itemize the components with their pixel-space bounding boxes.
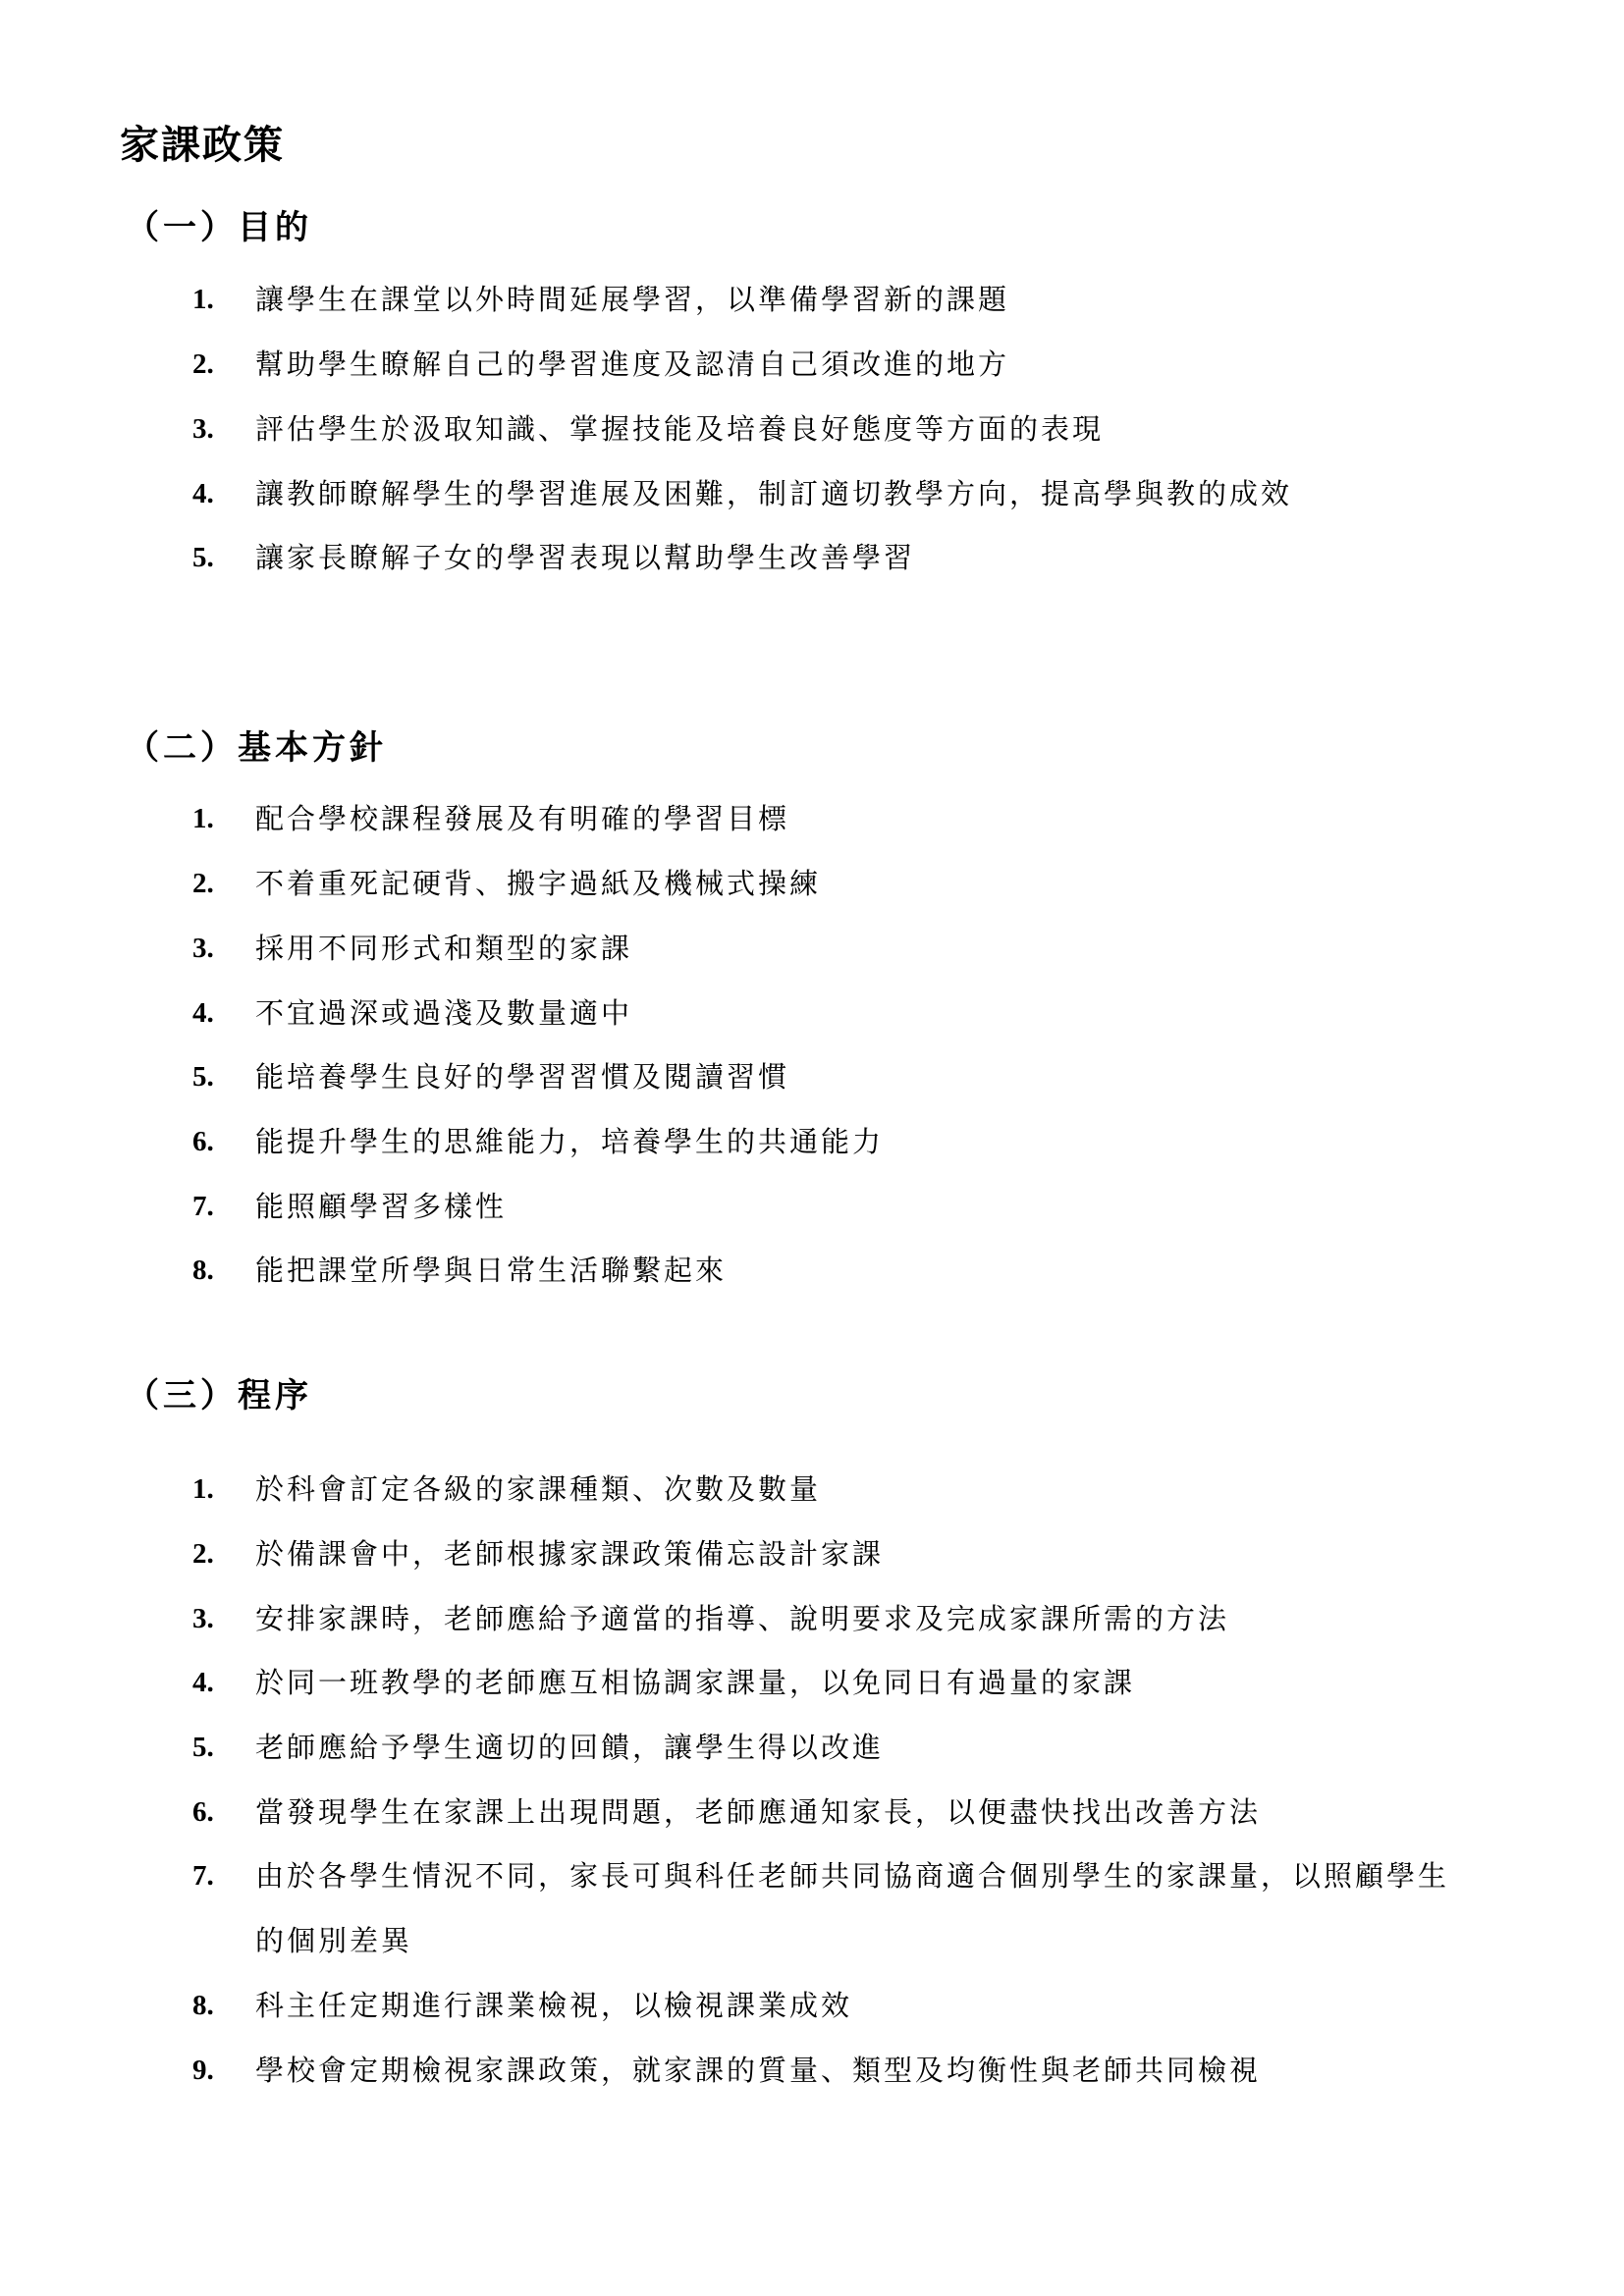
list-item <box>192 345 1508 384</box>
list-item-number: 6. <box>192 1126 214 1157</box>
list-item <box>192 993 1508 1033</box>
list-item-text: 不宜過深或過淺及數量適中 <box>255 996 633 1030</box>
list-item-text: 評估學生於汲取知識、掌握技能及培養良好態度等方面的表現 <box>255 412 1105 446</box>
list-item-number: 7. <box>192 1860 214 1892</box>
list-item-number: 1. <box>192 284 214 315</box>
list-item <box>192 1728 1508 1767</box>
list-item-text: 能照顧學習多樣性 <box>255 1190 508 1223</box>
list-item-number: 3. <box>192 413 214 445</box>
list-item-text: 不着重死記硬背、搬字過紙及機械式操練 <box>255 867 822 900</box>
list-item-text: 採用不同形式和類型的家課 <box>255 932 633 965</box>
list-item <box>192 799 1508 838</box>
list-item-number: 1. <box>192 1473 214 1505</box>
list-item-text: 幫助學生瞭解自己的學習進度及認清自己須改進的地方 <box>255 347 1010 381</box>
list-item-number: 3. <box>192 933 214 964</box>
list-item-number: 4. <box>192 1667 214 1698</box>
list-item-number: 2. <box>192 868 214 899</box>
list-item-text: 能培養學生良好的學習習慣及閱讀習慣 <box>255 1060 790 1094</box>
list-item-text: 學校會定期檢視家課政策，就家課的質量、類型及均衡性與老師共同檢視 <box>255 2054 1262 2087</box>
list-item-text: 讓學生在課堂以外時間延展學習，以準備學習新的課題 <box>255 283 1010 316</box>
list-item <box>192 1856 1469 1973</box>
list-item <box>192 1057 1508 1096</box>
list-item <box>192 474 1508 513</box>
list-item-text: 配合學校課程發展及有明確的學習目標 <box>255 802 790 835</box>
list-item-text: 於科會訂定各級的家課種類、次數及數量 <box>255 1472 822 1506</box>
list-item-text: 科主任定期進行課業檢視，以檢視課業成效 <box>255 1989 853 2022</box>
list-item-number: 1. <box>192 803 214 834</box>
list-item <box>192 2051 1508 2090</box>
list-item-text: 讓教師瞭解學生的學習進展及困難，制訂適切教學方向，提高學與教的成效 <box>255 477 1293 510</box>
section-heading-basic-principles: （二）基本方針 <box>126 728 387 768</box>
list-item-number: 4. <box>192 997 214 1029</box>
list-item <box>192 1534 1508 1574</box>
list-item-number: 5. <box>192 1732 214 1763</box>
list-item-text: 當發現學生在家課上出現問題，老師應通知家長，以便盡快找出改善方法 <box>255 1795 1262 1829</box>
list-item <box>192 1663 1508 1702</box>
list-item-number: 4. <box>192 478 214 509</box>
list-item <box>192 409 1508 449</box>
list-item-text: 能提升學生的思維能力，培養學生的共通能力 <box>255 1125 885 1158</box>
list-item-text: 安排家課時，老師應給予適當的指導、說明要求及完成家課所需的方法 <box>255 1602 1230 1635</box>
list-item <box>192 864 1508 903</box>
list-item-text: 能把課堂所學與日常生活聯繫起來 <box>255 1254 728 1287</box>
list-item <box>192 1599 1508 1638</box>
list-item-text: 讓家長瞭解子女的學習表現以幫助學生改善學習 <box>255 541 916 574</box>
list-item <box>192 1187 1508 1226</box>
section-heading-procedures: （三）程序 <box>126 1376 312 1415</box>
list-item-number: 2. <box>192 348 214 380</box>
list-item-number: 7. <box>192 1191 214 1222</box>
list-item-text: 於同一班教學的老師應互相協調家課量，以免同日有過量的家課 <box>255 1666 1136 1699</box>
list-item-number: 6. <box>192 1796 214 1828</box>
list-item-text: 由於各學生情況不同，家長可與科任老師共同協商適合個別學生的家課量，以照顧學生的個別差異 <box>255 1859 1450 1957</box>
list-item <box>192 1122 1508 1161</box>
list-item-number: 3. <box>192 1603 214 1634</box>
list-item <box>192 280 1508 319</box>
list-item-number: 2. <box>192 1538 214 1570</box>
list-item <box>192 929 1508 968</box>
section-heading-purpose: （一）目的 <box>126 208 312 247</box>
document-title: 家課政策 <box>120 122 285 168</box>
list-item-number: 8. <box>192 1990 214 2021</box>
list-item-number: 9. <box>192 2055 214 2086</box>
list-item <box>192 1251 1508 1290</box>
list-item <box>192 1469 1508 1509</box>
list-item <box>192 1792 1508 1832</box>
list-item-text: 於備課會中，老師根據家課政策備忘設計家課 <box>255 1537 885 1571</box>
list-item <box>192 1986 1508 2025</box>
list-item-text: 老師應給予學生適切的回饋，讓學生得以改進 <box>255 1731 885 1764</box>
list-item-number: 8. <box>192 1255 214 1286</box>
list-item <box>192 538 1508 577</box>
list-item-number: 5. <box>192 1061 214 1093</box>
list-item-number: 5. <box>192 542 214 573</box>
